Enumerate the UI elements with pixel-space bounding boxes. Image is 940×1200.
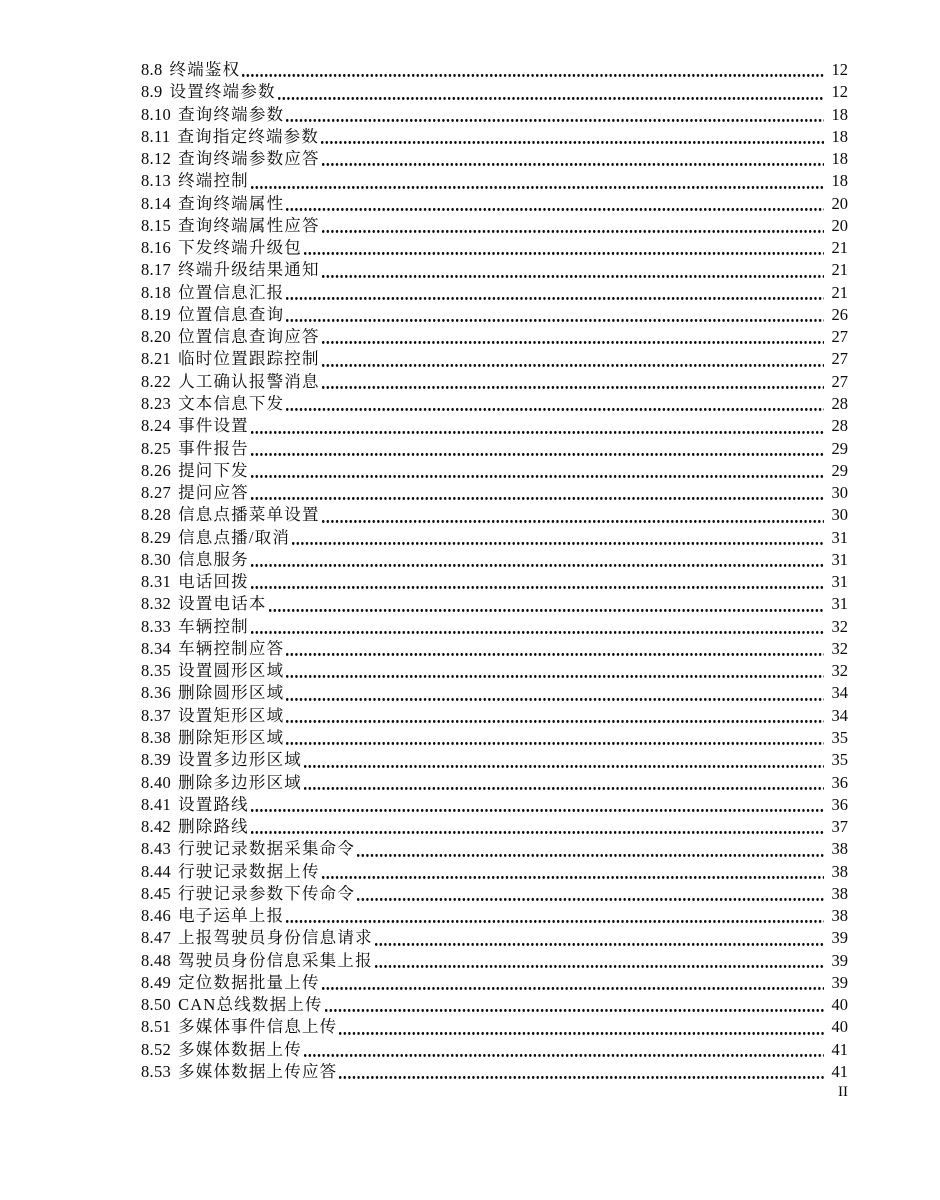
toc-entry-title: 行驶记录参数下传命令 [178, 883, 356, 903]
toc-entry-title: 车辆控制应答 [178, 638, 285, 658]
toc-entry-number: 8.19 [141, 304, 172, 324]
toc-leader-dots [286, 660, 824, 682]
toc-entry-title: 终端鉴权 [169, 60, 241, 79]
toc-entry[interactable] [141, 772, 848, 794]
toc-entry[interactable] [141, 59, 848, 81]
toc-entry-page: 32 [831, 616, 848, 636]
toc-entry-page: 34 [831, 705, 848, 725]
toc-entry-page: 21 [831, 260, 848, 280]
toc-entry-title: 位置信息汇报 [178, 282, 285, 302]
toc-entry-page: 18 [831, 104, 848, 124]
toc-entry[interactable] [141, 527, 848, 549]
toc-entry-page: 40 [831, 1017, 848, 1037]
toc-leader-dots [251, 794, 824, 816]
toc-entry-number: 8.33 [141, 616, 172, 636]
toc-entry[interactable] [141, 838, 848, 860]
toc-leader-dots [269, 593, 824, 615]
toc-entry-title: 查询终端属性应答 [178, 215, 320, 235]
toc-leader-dots [375, 950, 824, 972]
toc-entry[interactable] [141, 950, 848, 972]
toc-entry[interactable] [141, 193, 848, 215]
toc-entry-number: 8.15 [141, 215, 172, 235]
toc-entry-title: 多媒体数据上传应答 [178, 1061, 338, 1081]
toc-entry-page: 31 [831, 594, 848, 614]
toc-entry[interactable] [141, 749, 848, 771]
footer-page-number: II [838, 1084, 848, 1100]
toc-entry-title: 查询指定终端参数 [177, 126, 320, 146]
toc-entry-number: 8.20 [141, 327, 172, 347]
toc-entry-title: 位置信息查询应答 [178, 327, 320, 347]
toc-entry-page: 31 [831, 527, 848, 547]
toc-entry-page: 39 [831, 928, 848, 948]
toc-entry-title: 临时位置跟踪控制 [178, 349, 320, 369]
toc-entry-number: 8.17 [141, 260, 172, 280]
toc-list [141, 59, 848, 1083]
toc-leader-dots [304, 237, 824, 259]
toc-entry[interactable] [141, 259, 848, 281]
toc-entry-number: 8.51 [141, 1017, 172, 1037]
toc-leader-dots [286, 682, 824, 704]
toc-entry-number: 8.28 [141, 505, 172, 525]
toc-entry-page: 12 [831, 82, 848, 102]
toc-entry-number: 8.43 [141, 839, 172, 859]
toc-entry-title: 删除路线 [178, 817, 249, 837]
toc-entry[interactable] [141, 972, 848, 994]
toc-entry[interactable] [141, 371, 848, 393]
toc-leader-dots [322, 348, 824, 370]
toc-entry-page: 27 [831, 327, 848, 347]
toc-entry[interactable] [141, 282, 848, 304]
toc-entry-number: 8.37 [141, 705, 172, 725]
toc-entry[interactable] [141, 415, 848, 437]
toc-entry-number: 8.22 [141, 371, 172, 391]
toc-entry-title: 信息点播菜单设置 [178, 505, 320, 525]
toc-entry-number: 8.49 [141, 972, 172, 992]
toc-entry-page: 18 [831, 171, 848, 191]
toc-leader-dots [286, 304, 824, 326]
toc-entry[interactable] [141, 438, 848, 460]
toc-entry-title: 设置多边形区域 [178, 750, 302, 770]
toc-entry-page: 18 [831, 126, 848, 146]
toc-entry-number: 8.30 [141, 549, 172, 569]
toc-entry-page: 18 [831, 149, 848, 169]
toc-entry[interactable] [141, 81, 848, 103]
toc-entry[interactable] [141, 304, 848, 326]
toc-entry[interactable] [141, 170, 848, 192]
toc-entry-page: 32 [831, 661, 848, 681]
toc-entry-title: 上报驾驶员身份信息请求 [178, 928, 373, 948]
toc-leader-dots [251, 415, 824, 437]
toc-entry[interactable] [141, 638, 848, 660]
toc-entry[interactable] [141, 215, 848, 237]
toc-entry-page: 21 [831, 238, 848, 258]
toc-leader-dots [357, 838, 824, 860]
toc-entry-number: 8.9 [141, 82, 163, 102]
toc-entry-number: 8.48 [141, 950, 172, 970]
toc-entry-title: 终端升级结果通知 [178, 260, 320, 280]
toc-leader-dots [286, 282, 824, 304]
toc-entry[interactable] [141, 504, 848, 526]
toc-entry[interactable] [141, 104, 848, 126]
toc-entry-page: 21 [831, 282, 848, 302]
toc-entry[interactable] [141, 1061, 848, 1083]
toc-leader-dots [286, 104, 824, 126]
toc-entry-number: 8.53 [141, 1061, 172, 1081]
toc-entry-title: 定位数据批量上传 [178, 972, 320, 992]
toc-entry[interactable] [141, 237, 848, 259]
toc-entry[interactable] [141, 861, 848, 883]
toc-entry-number: 8.47 [141, 928, 172, 948]
toc-entry-number: 8.29 [141, 527, 172, 547]
toc-leader-dots [251, 438, 824, 460]
toc-entry-page: 35 [831, 750, 848, 770]
toc-leader-dots [286, 638, 824, 660]
toc-leader-dots [321, 126, 824, 148]
toc-leader-dots [251, 549, 824, 571]
toc-entry-page: 29 [831, 438, 848, 458]
toc-entry[interactable] [141, 905, 848, 927]
toc-entry-title: 查询终端属性 [178, 193, 285, 213]
toc-leader-dots [304, 749, 824, 771]
toc-entry-page: 39 [831, 950, 848, 970]
toc-entry-title: 驾驶员身份信息采集上报 [178, 950, 373, 970]
toc-entry-title: 设置圆形区域 [178, 661, 285, 681]
toc-entry[interactable] [141, 460, 848, 482]
toc-entry-number: 8.50 [141, 995, 172, 1015]
toc-entry-page: 38 [831, 861, 848, 881]
toc-entry-number: 8.8 [141, 60, 163, 79]
toc-entry-page: 37 [831, 817, 848, 837]
toc-entry-title: 电子运单上报 [178, 906, 285, 926]
toc-leader-dots [322, 504, 824, 526]
toc-entry-page: 26 [831, 304, 848, 324]
toc-entry-title: 行驶记录数据上传 [178, 861, 320, 881]
toc-entry-number: 8.32 [141, 594, 172, 614]
toc-entry-page: 36 [831, 772, 848, 792]
toc-entry-title: 提问下发 [178, 460, 249, 480]
toc-entry-number: 8.41 [141, 794, 172, 814]
toc-entry[interactable] [141, 571, 848, 593]
toc-entry-title: 人工确认报警消息 [178, 371, 320, 391]
toc-entry-title: 终端控制 [178, 171, 249, 191]
toc-entry-title: 设置路线 [178, 794, 249, 814]
toc-entry-number: 8.27 [141, 483, 172, 503]
toc-leader-dots [322, 972, 824, 994]
toc-entry-number: 8.25 [141, 438, 172, 458]
toc-entry-title: 信息服务 [178, 549, 249, 569]
toc-entry-number: 8.52 [141, 1039, 172, 1059]
toc-entry-number: 8.31 [141, 572, 172, 592]
toc-leader-dots [251, 571, 824, 593]
toc-entry-number: 8.35 [141, 661, 172, 681]
toc-entry-title: 车辆控制 [178, 616, 249, 636]
toc-entry-number: 8.14 [141, 193, 172, 213]
toc-entry[interactable] [141, 482, 848, 504]
toc-entry-page: 31 [831, 572, 848, 592]
toc-entry-title: CAN总线数据上传 [178, 995, 323, 1015]
toc-entry-page: 38 [831, 906, 848, 926]
toc-entry-number: 8.18 [141, 282, 172, 302]
toc-entry[interactable] [141, 816, 848, 838]
toc-leader-dots [357, 883, 824, 905]
toc-entry-page: 39 [831, 972, 848, 992]
page-footer [141, 1084, 848, 1101]
toc-entry-number: 8.24 [141, 416, 172, 436]
toc-entry-page: 30 [831, 505, 848, 525]
toc-entry-title: 多媒体事件信息上传 [178, 1017, 338, 1037]
toc-entry-page: 40 [831, 995, 848, 1015]
toc-leader-dots [339, 1061, 824, 1083]
toc-leader-dots [251, 482, 824, 504]
toc-leader-dots [304, 772, 824, 794]
toc-entry[interactable] [141, 148, 848, 170]
toc-entry-number: 8.38 [141, 727, 172, 747]
toc-entry[interactable] [141, 616, 848, 638]
toc-entry[interactable] [141, 660, 848, 682]
toc-leader-dots [322, 259, 824, 281]
toc-entry-page: 27 [831, 371, 848, 391]
toc-entry-page: 32 [831, 638, 848, 658]
toc-leader-dots [322, 326, 824, 348]
toc-leader-dots [322, 371, 824, 393]
toc-entry-number: 8.21 [141, 349, 172, 369]
toc-entry-page: 27 [831, 349, 848, 369]
toc-entry-number: 8.16 [141, 238, 172, 258]
toc-entry-page: 41 [831, 1039, 848, 1059]
toc-entry[interactable] [141, 682, 848, 704]
toc-leader-dots [286, 727, 824, 749]
toc-leader-dots [325, 994, 824, 1016]
toc-leader-dots [278, 81, 824, 103]
toc-entry-page: 38 [831, 883, 848, 903]
toc-entry-number: 8.40 [141, 772, 172, 792]
toc-entry-title: 位置信息查询 [178, 304, 285, 324]
toc-entry-page: 28 [831, 393, 848, 413]
toc-entry-title: 文本信息下发 [178, 393, 285, 413]
toc-entry[interactable] [141, 348, 848, 370]
toc-entry-number: 8.23 [141, 393, 172, 413]
toc-leader-dots [242, 59, 824, 81]
toc-leader-dots [339, 1016, 824, 1038]
toc-entry-page: 38 [831, 839, 848, 859]
toc-entry[interactable] [141, 794, 848, 816]
toc-entry[interactable] [141, 1016, 848, 1038]
toc-entry-title: 下发终端升级包 [178, 238, 302, 258]
toc-entry-title: 信息点播/取消 [178, 527, 291, 547]
toc-entry-page: 31 [831, 549, 848, 569]
toc-leader-dots [322, 148, 824, 170]
toc-entry-page: 20 [831, 193, 848, 213]
toc-entry-number: 8.46 [141, 906, 172, 926]
toc-entry[interactable] [141, 549, 848, 571]
toc-entry-title: 设置矩形区域 [178, 705, 285, 725]
toc-entry[interactable] [141, 927, 848, 949]
toc-entry-number: 8.26 [141, 460, 172, 480]
toc-entry-page: 28 [831, 416, 848, 436]
toc-entry[interactable] [141, 994, 848, 1016]
toc-entry-title: 设置电话本 [178, 594, 267, 614]
toc-entry-number: 8.36 [141, 683, 172, 703]
toc-entry-title: 删除圆形区域 [178, 683, 285, 703]
toc-entry-title: 多媒体数据上传 [178, 1039, 302, 1059]
toc-entry-title: 查询终端参数应答 [178, 149, 320, 169]
toc-entry[interactable] [141, 393, 848, 415]
toc-entry-title: 事件设置 [178, 416, 249, 436]
toc-entry-title: 删除矩形区域 [178, 727, 285, 747]
toc-entry[interactable] [141, 883, 848, 905]
toc-leader-dots [322, 861, 824, 883]
toc-entry-number: 8.42 [141, 817, 172, 837]
toc-entry-page: 12 [831, 60, 848, 79]
toc-entry-number: 8.11 [141, 126, 171, 146]
toc-entry-title: 行驶记录数据采集命令 [178, 839, 356, 859]
toc-entry-number: 8.39 [141, 750, 172, 770]
toc-leader-dots [251, 816, 824, 838]
toc-entry[interactable] [141, 727, 848, 749]
toc-entry[interactable] [141, 593, 848, 615]
toc-leader-dots [375, 927, 824, 949]
toc-entry-page: 30 [831, 483, 848, 503]
toc-entry-title: 删除多边形区域 [178, 772, 302, 792]
toc-entry-number: 8.34 [141, 638, 172, 658]
toc-leader-dots [286, 905, 824, 927]
toc-entry-page: 36 [831, 794, 848, 814]
toc-leader-dots [251, 170, 824, 192]
toc-entry-page: 41 [831, 1061, 848, 1081]
toc-entry-number: 8.44 [141, 861, 172, 881]
toc-entry-page: 34 [831, 683, 848, 703]
toc-leader-dots [304, 1039, 824, 1061]
toc-leader-dots [286, 393, 824, 415]
toc-entry-title: 电话回拨 [178, 572, 249, 592]
toc-entry-page: 20 [831, 215, 848, 235]
toc-entry-page: 29 [831, 460, 848, 480]
toc-leader-dots [286, 705, 824, 727]
toc-entry-number: 8.13 [141, 171, 172, 191]
toc-leader-dots [251, 460, 824, 482]
toc-entry-number: 8.10 [141, 104, 172, 124]
toc-entry-title: 提问应答 [178, 483, 249, 503]
toc-entry-title: 设置终端参数 [169, 82, 276, 102]
toc-leader-dots [292, 527, 824, 549]
toc-entry-page: 35 [831, 727, 848, 747]
toc-leader-dots [251, 616, 824, 638]
toc-entry-title: 事件报告 [178, 438, 249, 458]
toc-entry[interactable] [141, 326, 848, 348]
toc-entry-number: 8.45 [141, 883, 172, 903]
toc-entry[interactable] [141, 705, 848, 727]
toc-entry[interactable] [141, 1039, 848, 1061]
toc-entry-title: 查询终端参数 [178, 104, 285, 124]
toc-leader-dots [322, 215, 824, 237]
toc-entry-number: 8.12 [141, 149, 172, 169]
toc-leader-dots [286, 193, 824, 215]
toc-entry[interactable] [141, 126, 848, 148]
